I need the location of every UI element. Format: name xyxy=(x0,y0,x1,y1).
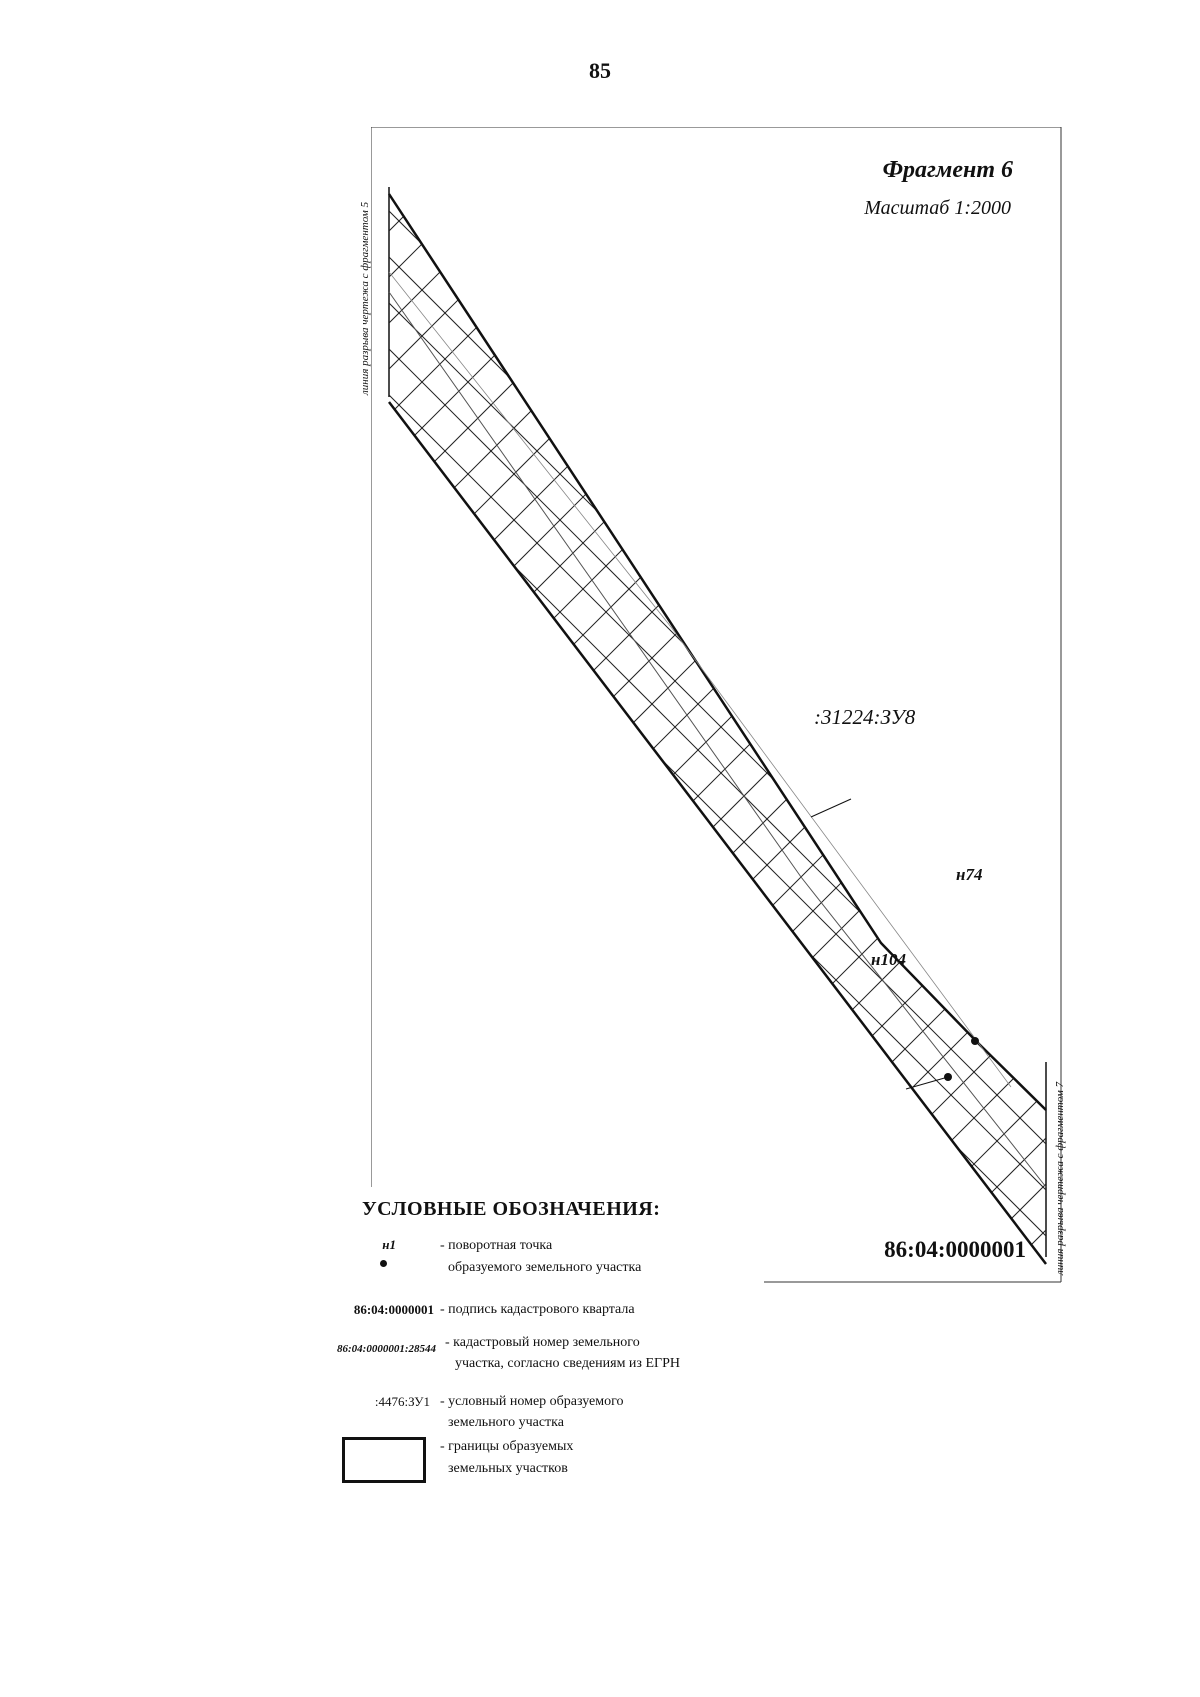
map-drawing xyxy=(371,127,1071,1287)
legend-text-conditional-1: - условный номер образуемого xyxy=(440,1394,624,1409)
page-number: 85 xyxy=(589,58,611,83)
cadastral-quarter-label: 86:04:0000001 xyxy=(884,1237,1026,1262)
legend-text-boundary-2: земельных участков xyxy=(448,1461,568,1476)
grid-line xyxy=(397,127,1071,1287)
hatch-grid xyxy=(371,127,1071,1287)
inner-line-2 xyxy=(389,272,1011,1087)
grid-line xyxy=(371,127,1071,1287)
grid-line xyxy=(371,127,1071,1287)
grid-line xyxy=(371,127,1071,1287)
grid-line xyxy=(371,127,447,1287)
plot-label: :31224:ЗУ8 xyxy=(814,705,916,729)
grid-line xyxy=(371,127,815,1287)
grid-line xyxy=(371,127,1071,1287)
grid-line xyxy=(397,127,1071,1287)
grid-line xyxy=(371,127,769,1287)
legend-symbol-quarter: 86:04:0000001 xyxy=(353,1302,434,1317)
grid-line xyxy=(371,127,1071,1287)
point-n104-leader xyxy=(906,1077,948,1089)
grid-line xyxy=(371,127,1071,1287)
grid-line xyxy=(371,127,539,1287)
point-label-n74: н74 xyxy=(956,865,983,884)
point-n74 xyxy=(971,1037,979,1045)
grid-line xyxy=(371,127,1071,1287)
grid-line xyxy=(371,127,1071,1287)
grid-line xyxy=(443,127,1071,1287)
legend-text-cadastral-1: - кадастровый номер земельного xyxy=(445,1335,640,1350)
grid-line xyxy=(443,127,1071,1287)
break-label-left: линия разрыва чертежа с фрагментом 5 xyxy=(359,201,371,395)
grid-line xyxy=(371,127,1071,1287)
grid-line xyxy=(371,127,1071,1287)
grid-line xyxy=(371,127,1071,1287)
legend-symbol-cadastral-number: 86:04:0000001:28544 xyxy=(337,1343,436,1355)
grid-line xyxy=(371,127,723,1287)
legend-text-quarter: - подпись кадастрового квартала xyxy=(440,1302,635,1317)
grid-line xyxy=(371,127,1045,1287)
grid-line xyxy=(535,127,1071,1287)
grid-line xyxy=(371,127,1071,1287)
grid-line xyxy=(371,127,815,1287)
grid-line xyxy=(949,127,1071,1287)
grid-line xyxy=(371,127,861,1287)
plot-boundary-top xyxy=(389,194,1046,1110)
map-fragment xyxy=(359,127,1071,1287)
grid-line xyxy=(371,127,1071,1287)
grid-line xyxy=(371,127,585,1287)
fragment-title: Фрагмент 6 xyxy=(882,157,1013,183)
grid-line xyxy=(371,127,677,1287)
grid-line xyxy=(371,127,1071,1287)
grid-line xyxy=(371,127,539,1287)
point-label-n104: н104 xyxy=(871,950,906,969)
legend-text-point-2: образуемого земельного участка xyxy=(448,1260,642,1275)
boundary-symbol-icon xyxy=(342,1437,426,1483)
grid-line xyxy=(371,127,677,1287)
break-label-right: линия разрыва чертежа с фрагментом 7 xyxy=(1054,1081,1066,1275)
grid-line xyxy=(371,127,1071,1287)
plot-boundary-bottom xyxy=(389,402,1046,1264)
grid-line xyxy=(371,127,1071,1287)
grid-line xyxy=(371,127,723,1287)
grid-line xyxy=(371,127,1071,1287)
legend-title: УСЛОВНЫЕ ОБОЗНАЧЕНИЯ: xyxy=(362,1198,661,1220)
grid-line xyxy=(371,127,447,1287)
grid-line xyxy=(371,127,1071,1287)
grid-line xyxy=(371,127,631,1287)
legend-symbol-conditional-number: :4476:ЗУ1 xyxy=(374,1394,430,1409)
plot-label-leader xyxy=(811,799,851,817)
fragment-scale: Масштаб 1:2000 xyxy=(864,197,1011,219)
legend-text-conditional-2: земельного участка xyxy=(448,1415,564,1430)
legend-text-cadastral-2: участка, согласно сведениям из ЕГРН xyxy=(455,1356,680,1371)
grid-line xyxy=(371,127,585,1287)
grid-line xyxy=(535,127,1071,1287)
grid-line xyxy=(371,127,1045,1287)
grid-line xyxy=(489,127,1071,1287)
legend-text-point-1: - поворотная точка xyxy=(440,1238,553,1253)
grid-line xyxy=(949,127,1071,1287)
grid-line xyxy=(371,127,1071,1287)
grid-line xyxy=(371,127,1071,1287)
legend-symbol-point-label: н1 xyxy=(382,1237,396,1252)
grid-line xyxy=(371,127,631,1287)
grid-line xyxy=(371,127,1071,1287)
grid-line xyxy=(371,127,861,1287)
point-marker-icon xyxy=(380,1260,387,1267)
grid-line xyxy=(371,127,1071,1287)
grid-line xyxy=(489,127,1071,1287)
legend-text-boundary-1: - границы образуемых xyxy=(440,1439,574,1454)
grid-line xyxy=(371,127,769,1287)
grid-line xyxy=(371,127,401,1287)
grid-line xyxy=(371,127,401,1287)
